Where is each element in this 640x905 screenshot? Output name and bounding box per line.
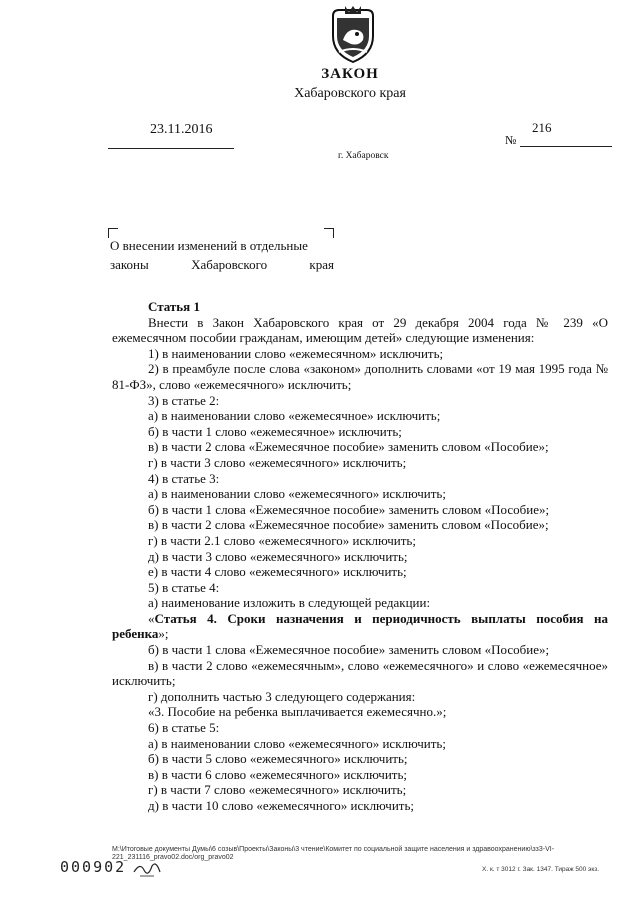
document-body (112, 299, 608, 814)
list-item: а) в наименовании слово «ежемесячного» исключить; (148, 486, 446, 502)
list-item: б) в части 1 слова «Ежемесячное пособие» заменить словом «Пособие»; (148, 501, 550, 517)
quote-open: « (148, 610, 155, 626)
list-item: а) в наименовании слово «ежемесячного» исключить; (148, 735, 446, 751)
list-item: «3. Пособие на ребенка выплачивается ежемесячно.»; (148, 704, 447, 720)
quoted-article-title: Статья 4. Сроки назначения и периодичность выплаты пособия на ребенка (112, 610, 608, 642)
list-item: г) в части 2.1 слово «ежемесячного» исключить; (148, 532, 416, 548)
document-title: ЗАКОН (321, 66, 379, 82)
list-item: б) в части 1 слова «Ежемесячное пособие» заменить словом «Пособие»; (148, 642, 550, 658)
list-item: а) наименование изложить в следующей редакции: (148, 595, 431, 611)
list-item: д) в части 3 слово «ежемесячного» исключить; (148, 548, 408, 564)
document-date: 23.11.2016 (150, 122, 213, 137)
list-item: 4) в статье 3: (148, 470, 220, 486)
list-item: г) в части 3 слово «ежемесячного» исключить; (148, 454, 407, 470)
items-list (112, 346, 608, 611)
number-underline (520, 146, 612, 147)
document-city: г. Хабаровск (338, 151, 389, 161)
document-subtitle: Хабаровского края (294, 86, 406, 101)
coat-of-arms-icon (327, 6, 379, 64)
list-item: д) в части 10 слово «ежемесячного» исключить; (148, 798, 414, 813)
signature-mark-icon (132, 858, 162, 880)
subject-line: О внесении изменений в отдельные (110, 238, 308, 253)
list-item: 3) в статье 2: (148, 392, 220, 408)
list-item: 6) в статье 5: (148, 720, 220, 736)
subject-word: края (309, 257, 334, 272)
file-path-line: M:\Итоговые документы Думы\6 созыв\Проекты\Законы\3 чтение\Комитет по социальной защите населения и здравоохранению\зз3-VI- (112, 846, 555, 853)
stamp-number: 000902 (60, 858, 127, 876)
list-item: в) в части 2 слово «ежемесячным», слово «ежемесячного» и слово «ежемесячное» исключить; (112, 657, 608, 689)
file-path-footer (112, 846, 617, 862)
list-item: в) в части 2 слова «Ежемесячное пособие» заменить словом «Пособие»; (148, 517, 549, 533)
article-title: Статья 1 (148, 299, 200, 314)
file-path-line: 221_231116_pravo02.doc/org_pravo02 (112, 854, 234, 861)
list-item: 2) в преамбуле после слова «законом» дополнить словами «от 19 мая 1995 года № 81-ФЗ», слово «ежемесячного» исключить; (112, 361, 608, 392)
number-sign: № (505, 133, 517, 147)
subject-word: законы (110, 257, 149, 272)
list-item: б) в части 5 слово «ежемесячного» исключить; (148, 751, 408, 767)
list-item: г) дополнить частью 3 следующего содержания: (148, 688, 416, 704)
date-underline (108, 148, 234, 149)
list-item: в) в части 2 слова «Ежемесячное пособие» заменить словом «Пособие»; (148, 439, 549, 455)
print-info: Х. к. т 3012 г. Зак. 1347. Тираж 500 экз. (482, 866, 600, 873)
list-item: г) в части 7 слово «ежемесячного» исключить; (148, 782, 407, 798)
quote-close: »; (158, 626, 169, 642)
list-item: в) в части 6 слово «ежемесячного» исключить; (148, 766, 408, 782)
subject-block (110, 236, 334, 274)
list-item: а) в наименовании слово «ежемесячное» исключить; (148, 408, 441, 424)
article-intro: Внести в Закон Хабаровского края от 29 декабря 2004 года № 239 «О ежемесячном пособии гражданам, имеющим детей» следующие изменения: (112, 314, 608, 346)
list-item: е) в части 4 слово «ежемесячного» исключить; (148, 564, 407, 580)
quoted-heading (112, 611, 608, 642)
items-list (112, 642, 608, 814)
list-item: б) в части 1 слово «ежемесячное» исключить; (148, 423, 402, 439)
subject-line (110, 255, 334, 274)
document-number: 216 (532, 120, 552, 135)
subject-word: Хабаровского (191, 257, 268, 272)
list-item: 5) в статье 4: (148, 579, 220, 595)
list-item: 1) в наименовании слово «ежемесячном» исключить; (148, 345, 444, 361)
